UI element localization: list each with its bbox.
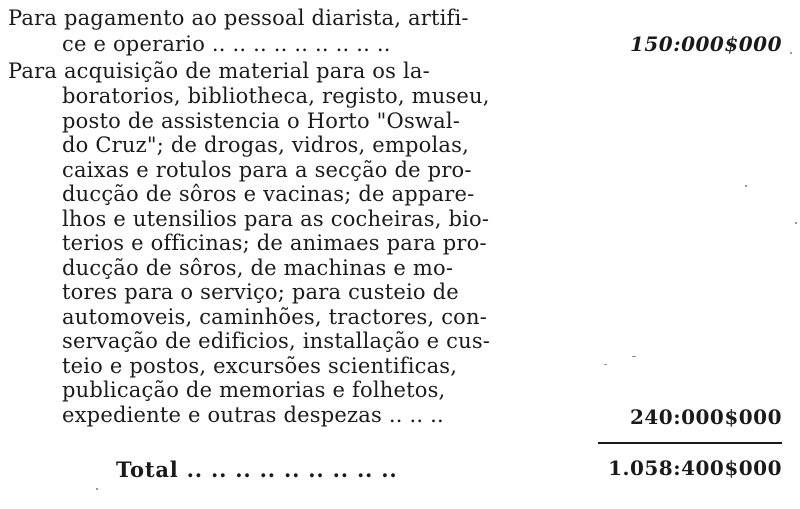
item1-amount: 150:000$000 (629, 32, 782, 56)
item2-line5: caixas e rotulos para a secção de pro- (62, 158, 472, 182)
scan-speck (604, 364, 607, 365)
item2-line2: boratorios, bibliotheca, registo, museu, (62, 84, 490, 108)
item2-line1: Para acquisição de material para os la- (8, 59, 430, 83)
scan-speck (745, 185, 747, 187)
item2-line10: tores para o serviço; para custeio de (62, 280, 459, 304)
total-label: Total .. .. .. .. .. .. .. .. .. (116, 457, 398, 482)
item2-line3: posto de assistencia o Horto "Oswal- (62, 109, 461, 133)
item2-amount: 240:000$000 (629, 405, 782, 429)
item2-line9: ducção de sôros, de machinas e mo- (62, 256, 454, 280)
item2-line12: servação de edificios, installação e cus- (62, 329, 491, 353)
item2-line14: publicação de memorias e folhetos, (62, 378, 446, 402)
item1-line2: ce e operario .. .. .. .. .. .. .. .. .. (62, 32, 391, 56)
total-rule (598, 442, 782, 444)
item2-line6: ducção de sôros e vacinas; de appare- (62, 182, 475, 206)
item1-line1: Para pagamento ao pessoal diarista, artifi- (8, 6, 469, 30)
item2-line7: lhos e utensilios para as cocheiras, bio- (62, 207, 490, 231)
total-amount: 1.058:400$000 (608, 456, 782, 480)
scan-speck (795, 222, 797, 224)
scan-speck (96, 488, 98, 490)
item2-line4: do Cruz"; de drogas, vidros, empolas, (62, 133, 469, 157)
scan-speck (632, 356, 636, 357)
item2-line15: expediente e outras despezas .. .. .. (62, 403, 444, 427)
item2-line13: teio e postos, excursões scientificas, (62, 354, 458, 378)
item2-line11: automoveis, caminhões, tractores, con- (62, 305, 488, 329)
item2-line8: terios e officinas; de animaes para pro- (62, 231, 487, 255)
scan-speck (790, 52, 792, 54)
